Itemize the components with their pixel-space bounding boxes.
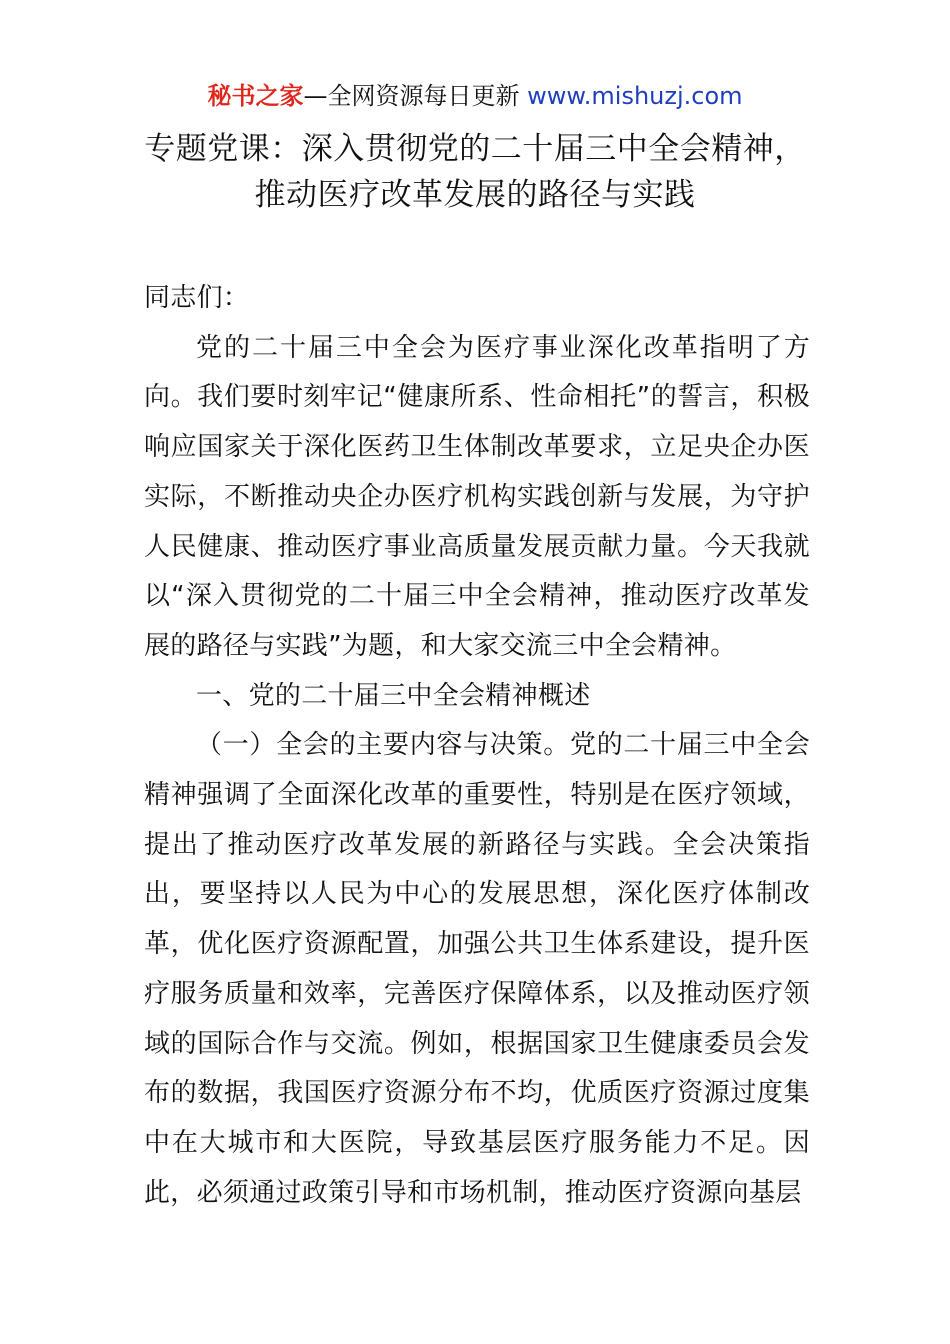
- site-slogan: —全网资源每日更新: [303, 82, 528, 110]
- site-brand: 秘书之家: [207, 82, 304, 110]
- site-url-link[interactable]: www.mishuzj.com: [527, 82, 743, 110]
- document-body: [144, 274, 810, 1218]
- section-heading: 一、党的二十届三中全会精神概述: [196, 680, 591, 711]
- paragraph-intro: 党的二十届三中全会为医疗事业深化改革指明了方向。我们要时刻牢记“健康所系、性命相托”的誓言，积极响应国家关于深化医药卫生体制改革要求，立足央企办医实际，不断推动央企办医疗机构实践创新与发展，为守护人民健康、推动医疗事业高质量发展贡献力量。今天我就以“深入贯彻党的二十届三中全会精神，推动医疗改革发展的路径与实践”为题，和大家交流三中全会精神。: [144, 332, 810, 661]
- document-title: 专题党课：深入贯彻党的二十届三中全会精神，推动医疗改革发展的路径与实践: [144, 131, 806, 213]
- paragraph-subsection-1: （一）全会的主要内容与决策。党的二十届三中全会精神强调了全面深化改革的重要性，特别是在医疗领域，提出了推动医疗改革发展的新路径与实践。全会决策指出，要坚持以人民为中心的发展思想，深化医疗体制改革，优化医疗资源配置，加强公共卫生体系建设，提升医疗服务质量和效率，完善医疗保障体系，以及推动医疗领域的国际合作与交流。例如，根据国家卫生健康委员会发布的数据，我国医疗资源分布不均，优质医疗资源过度集中在大城市和大医院，导致基层医疗服务能力不足。因此，必须通过政策引导和市场机制，推动医疗资源向基层: [144, 730, 810, 1208]
- salutation: 同志们：: [144, 283, 250, 313]
- site-header: [0, 80, 950, 112]
